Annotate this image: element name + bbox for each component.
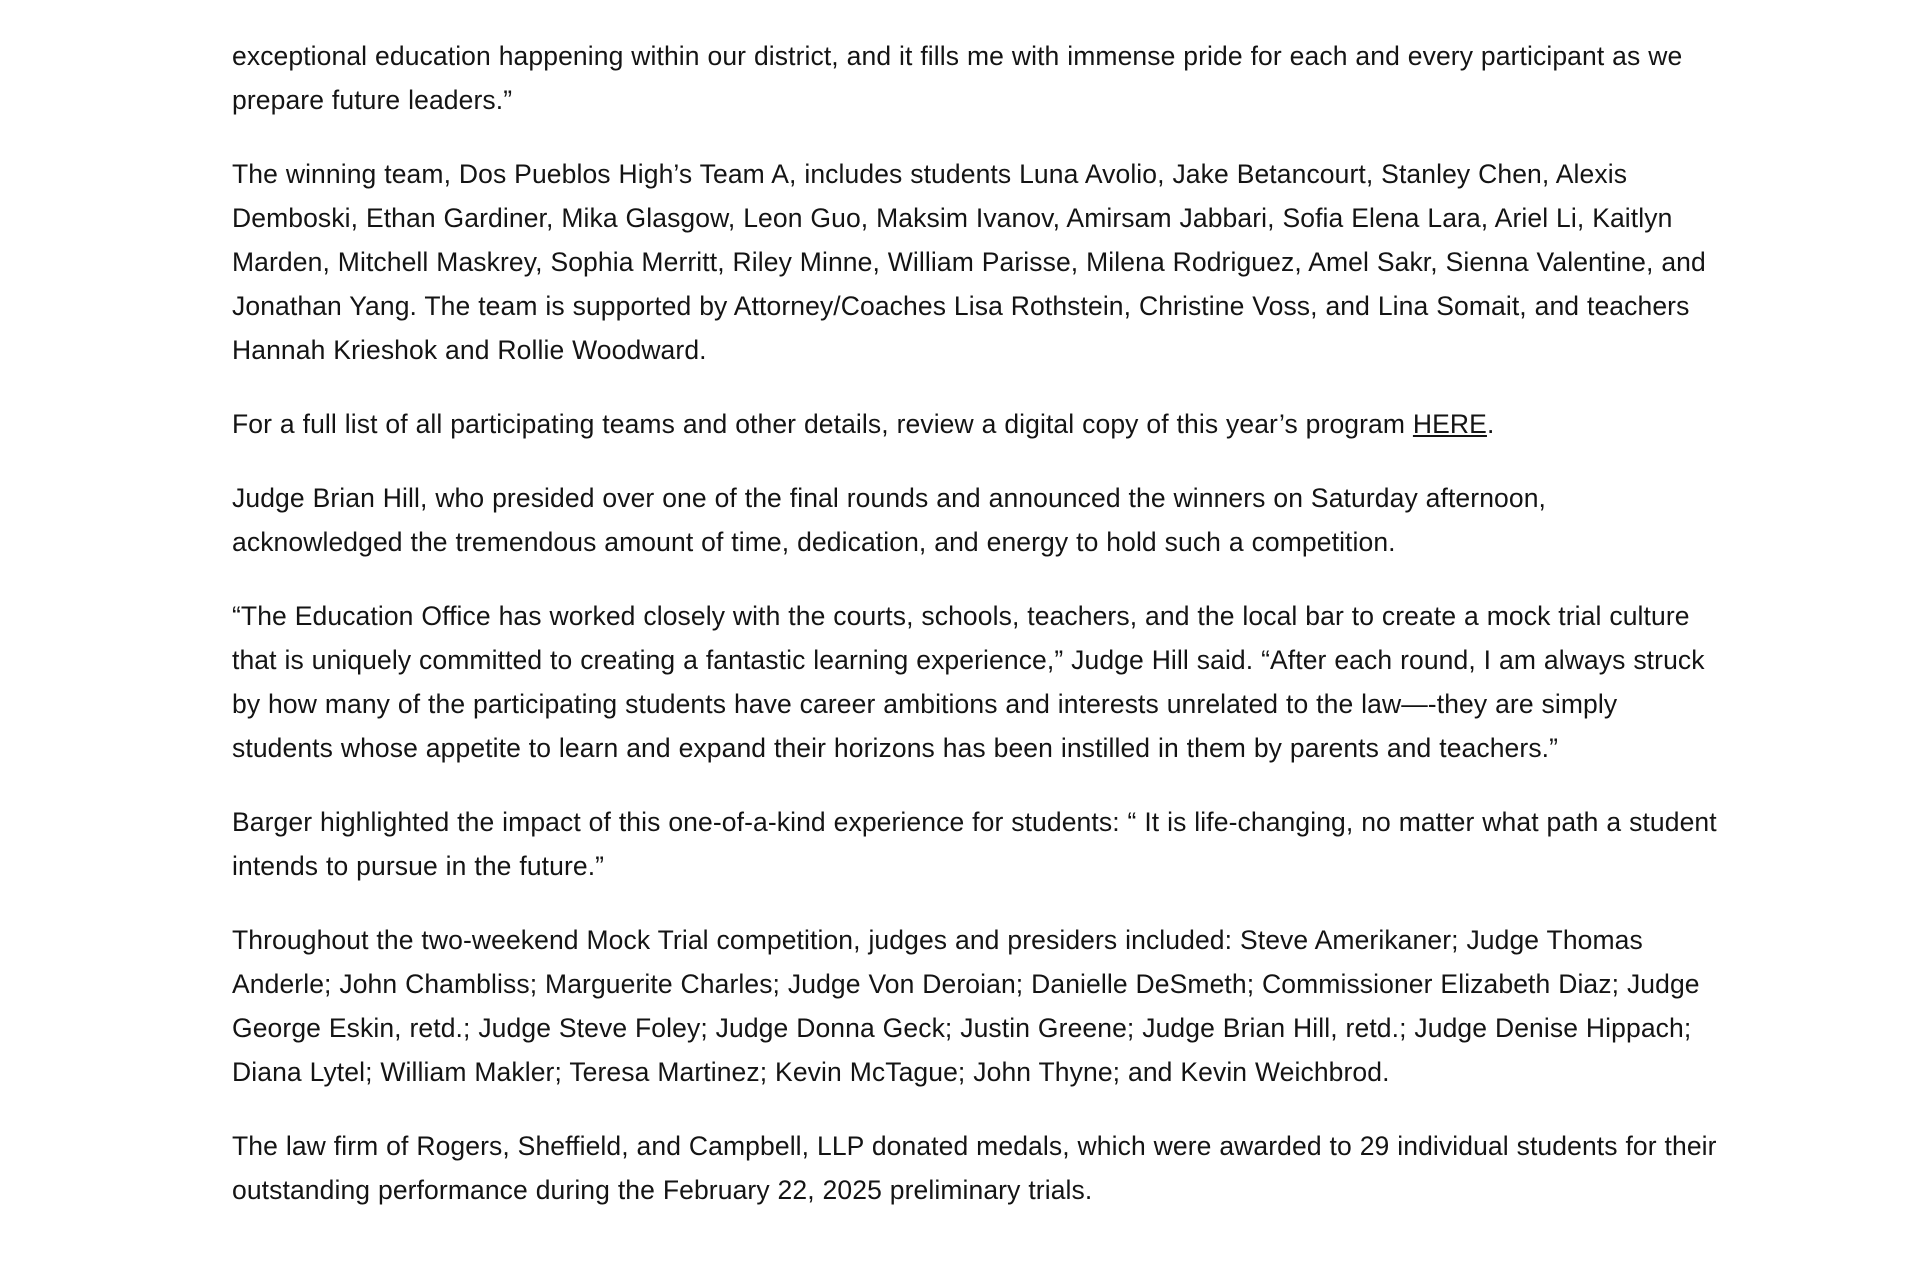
paragraph-intro-continued: exceptional education happening within our district, and it fills me with immense pride for each and every participant as we prepare future leaders.” bbox=[232, 41, 1683, 115]
paragraph-judge-hill-quote: “The Education Office has worked closely with the courts, schools, teachers, and the local bar to create a mock trial culture that is uniquely committed to creating a fantastic learning experience,” Judge Hill said. “After each round, I am always struck by how many of the participating students have career ambitions and interests unrelated to the law—-they are simply students whose appetite to learn and expand their horizons has been instilled in them by parents and teachers.” bbox=[232, 601, 1705, 763]
paragraph-barger-quote: Barger highlighted the impact of this one-of-a-kind experience for students: “ It is life-changing, no matter what path a student intends to pursue in the future.” bbox=[232, 807, 1717, 881]
paragraph-medals: The law firm of Rogers, Sheffield, and Campbell, LLP donated medals, which were awarded to 29 individual students for their outstanding performance during the February 22, 2025 preliminary trials. bbox=[232, 1131, 1717, 1205]
program-here-link[interactable]: HERE bbox=[1412, 409, 1487, 439]
paragraph-judges-list: Throughout the two-weekend Mock Trial competition, judges and presiders included: Steve Amerikaner; Judge Thomas Anderle; John Chambliss; Marguerite Charles; Judge Von Deroian; Danielle DeSmeth; Commissioner Elizabeth Diaz; Judge George Eskin, retd.; Judge Steve Foley; Judge Donna Geck; Justin Greene; Judge Brian Hill, retd.; Judge Denise Hippach; Diana Lytel; William Makler; Teresa Martinez; Kevin McTague; John Thyne; and Kevin Weichbrod. bbox=[232, 925, 1700, 1087]
paragraph-program-link bbox=[232, 402, 1722, 446]
program-link-text-after: . bbox=[1486, 409, 1495, 439]
article-body bbox=[232, 34, 1722, 1212]
program-link-text-before: For a full list of all participating teams and other details, review a digital copy of this year’s program bbox=[232, 409, 1413, 439]
paragraph-judge-hill-intro: Judge Brian Hill, who presided over one of the final rounds and announced the winners on Saturday afternoon, acknowledged the tremendous amount of time, dedication, and energy to hold such a competition. bbox=[232, 483, 1547, 557]
paragraph-winning-team: The winning team, Dos Pueblos High’s Team A, includes students Luna Avolio, Jake Betancourt, Stanley Chen, Alexis Demboski, Ethan Gardiner, Mika Glasgow, Leon Guo, Maksim Ivanov, Amirsam Jabbari, Sofia Elena Lara, Ariel Li, Kaitlyn Marden, Mitchell Maskrey, Sophia Merritt, Riley Minne, William Parisse, Milena Rodriguez, Amel Sakr, Sienna Valentine, and Jonathan Yang. The team is supported by Attorney/Coaches Lisa Rothstein, Christine Voss, and Lina Somait, and teachers Hannah Krieshok and Rollie Woodward. bbox=[232, 159, 1706, 365]
